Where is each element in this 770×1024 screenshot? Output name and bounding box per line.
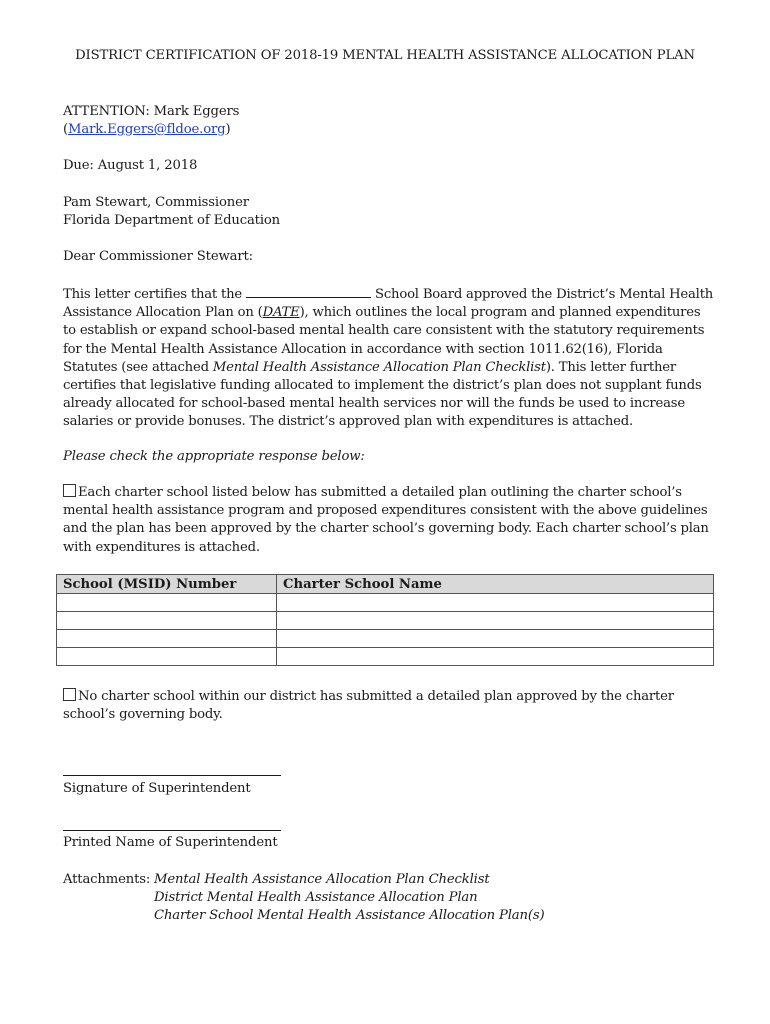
column-header-charter-name: Charter School Name (277, 575, 714, 594)
msid-cell[interactable] (57, 648, 277, 666)
salutation: Dear Commissioner Stewart: (63, 249, 253, 264)
table-row (57, 594, 714, 612)
charter-name-cell[interactable] (277, 630, 714, 648)
charter-name-cell[interactable] (277, 612, 714, 630)
attachment-item: Mental Health Assistance Allocation Plan Checklist (154, 872, 490, 887)
checkbox-charter-plans[interactable] (63, 484, 76, 497)
charter-school-table (56, 574, 714, 666)
attention-line: ATTENTION: Mark Eggers (63, 104, 240, 119)
option-no-charter: No charter school within our district has submitted a detailed plan approved by the charter school’s governing body. (63, 689, 674, 723)
option-charter-plans: Each charter school listed below has submitted a detailed plan outlining the charter school’s mental health assistance program and proposed expenditures consistent with the above guidelines and the plan has been approved by the charter school’s governing body. Each charter school’s plan with expenditures is attached. (63, 485, 709, 555)
printed-name-line[interactable] (63, 830, 281, 831)
attachment-item: Charter School Mental Health Assistance Allocation Plan(s) (154, 908, 545, 923)
attention-email-line: (Mark.Eggers@fldoe.org) (63, 122, 231, 137)
district-name-blank[interactable] (246, 285, 371, 298)
recipient-org: Florida Department of Education (63, 213, 281, 228)
table-row (57, 648, 714, 666)
signature-line[interactable] (63, 775, 281, 776)
attachments-label: Attachments: (63, 872, 151, 887)
email-link[interactable]: Mark.Eggers@fldoe.org (68, 122, 226, 137)
signature-label: Signature of Superintendent (63, 781, 251, 796)
date-placeholder: DATE (262, 305, 300, 321)
table-row (57, 612, 714, 630)
attachment-item: District Mental Health Assistance Allocation Plan (154, 890, 478, 905)
msid-cell[interactable] (57, 612, 277, 630)
column-header-msid: School (MSID) Number (57, 575, 277, 594)
charter-name-cell[interactable] (277, 648, 714, 666)
certification-paragraph: This letter certifies that the School Board approved the District’s Mental Health Assistance Allocation Plan on (DATE), which outlines the local program and planned expenditures to establish or expand school-based mental health care consistent with the statutory requirements for the Mental Health Assistance Allocation in accordance with section 1011.62(16), Florida Statutes (see attached Mental Health Assistance Allocation Plan Checklist). This letter further certifies that legislative funding allocated to implement the district’s plan does not supplant funds already allocated for school-based mental health services nor will the funds be used to increase salaries or provide bonuses. The district’s approved plan with expenditures is attached. (63, 287, 714, 430)
msid-cell[interactable] (57, 594, 277, 612)
instruction: Please check the appropriate response below: (63, 449, 365, 464)
due-date: Due: August 1, 2018 (63, 158, 198, 173)
checkbox-no-charter[interactable] (63, 688, 76, 701)
recipient-name: Pam Stewart, Commissioner (63, 195, 249, 210)
charter-name-cell[interactable] (277, 594, 714, 612)
table-row (57, 630, 714, 648)
document-title: DISTRICT CERTIFICATION OF 2018-19 MENTAL HEALTH ASSISTANCE ALLOCATION PLAN (75, 48, 695, 63)
msid-cell[interactable] (57, 630, 277, 648)
printed-name-label: Printed Name of Superintendent (63, 835, 278, 850)
